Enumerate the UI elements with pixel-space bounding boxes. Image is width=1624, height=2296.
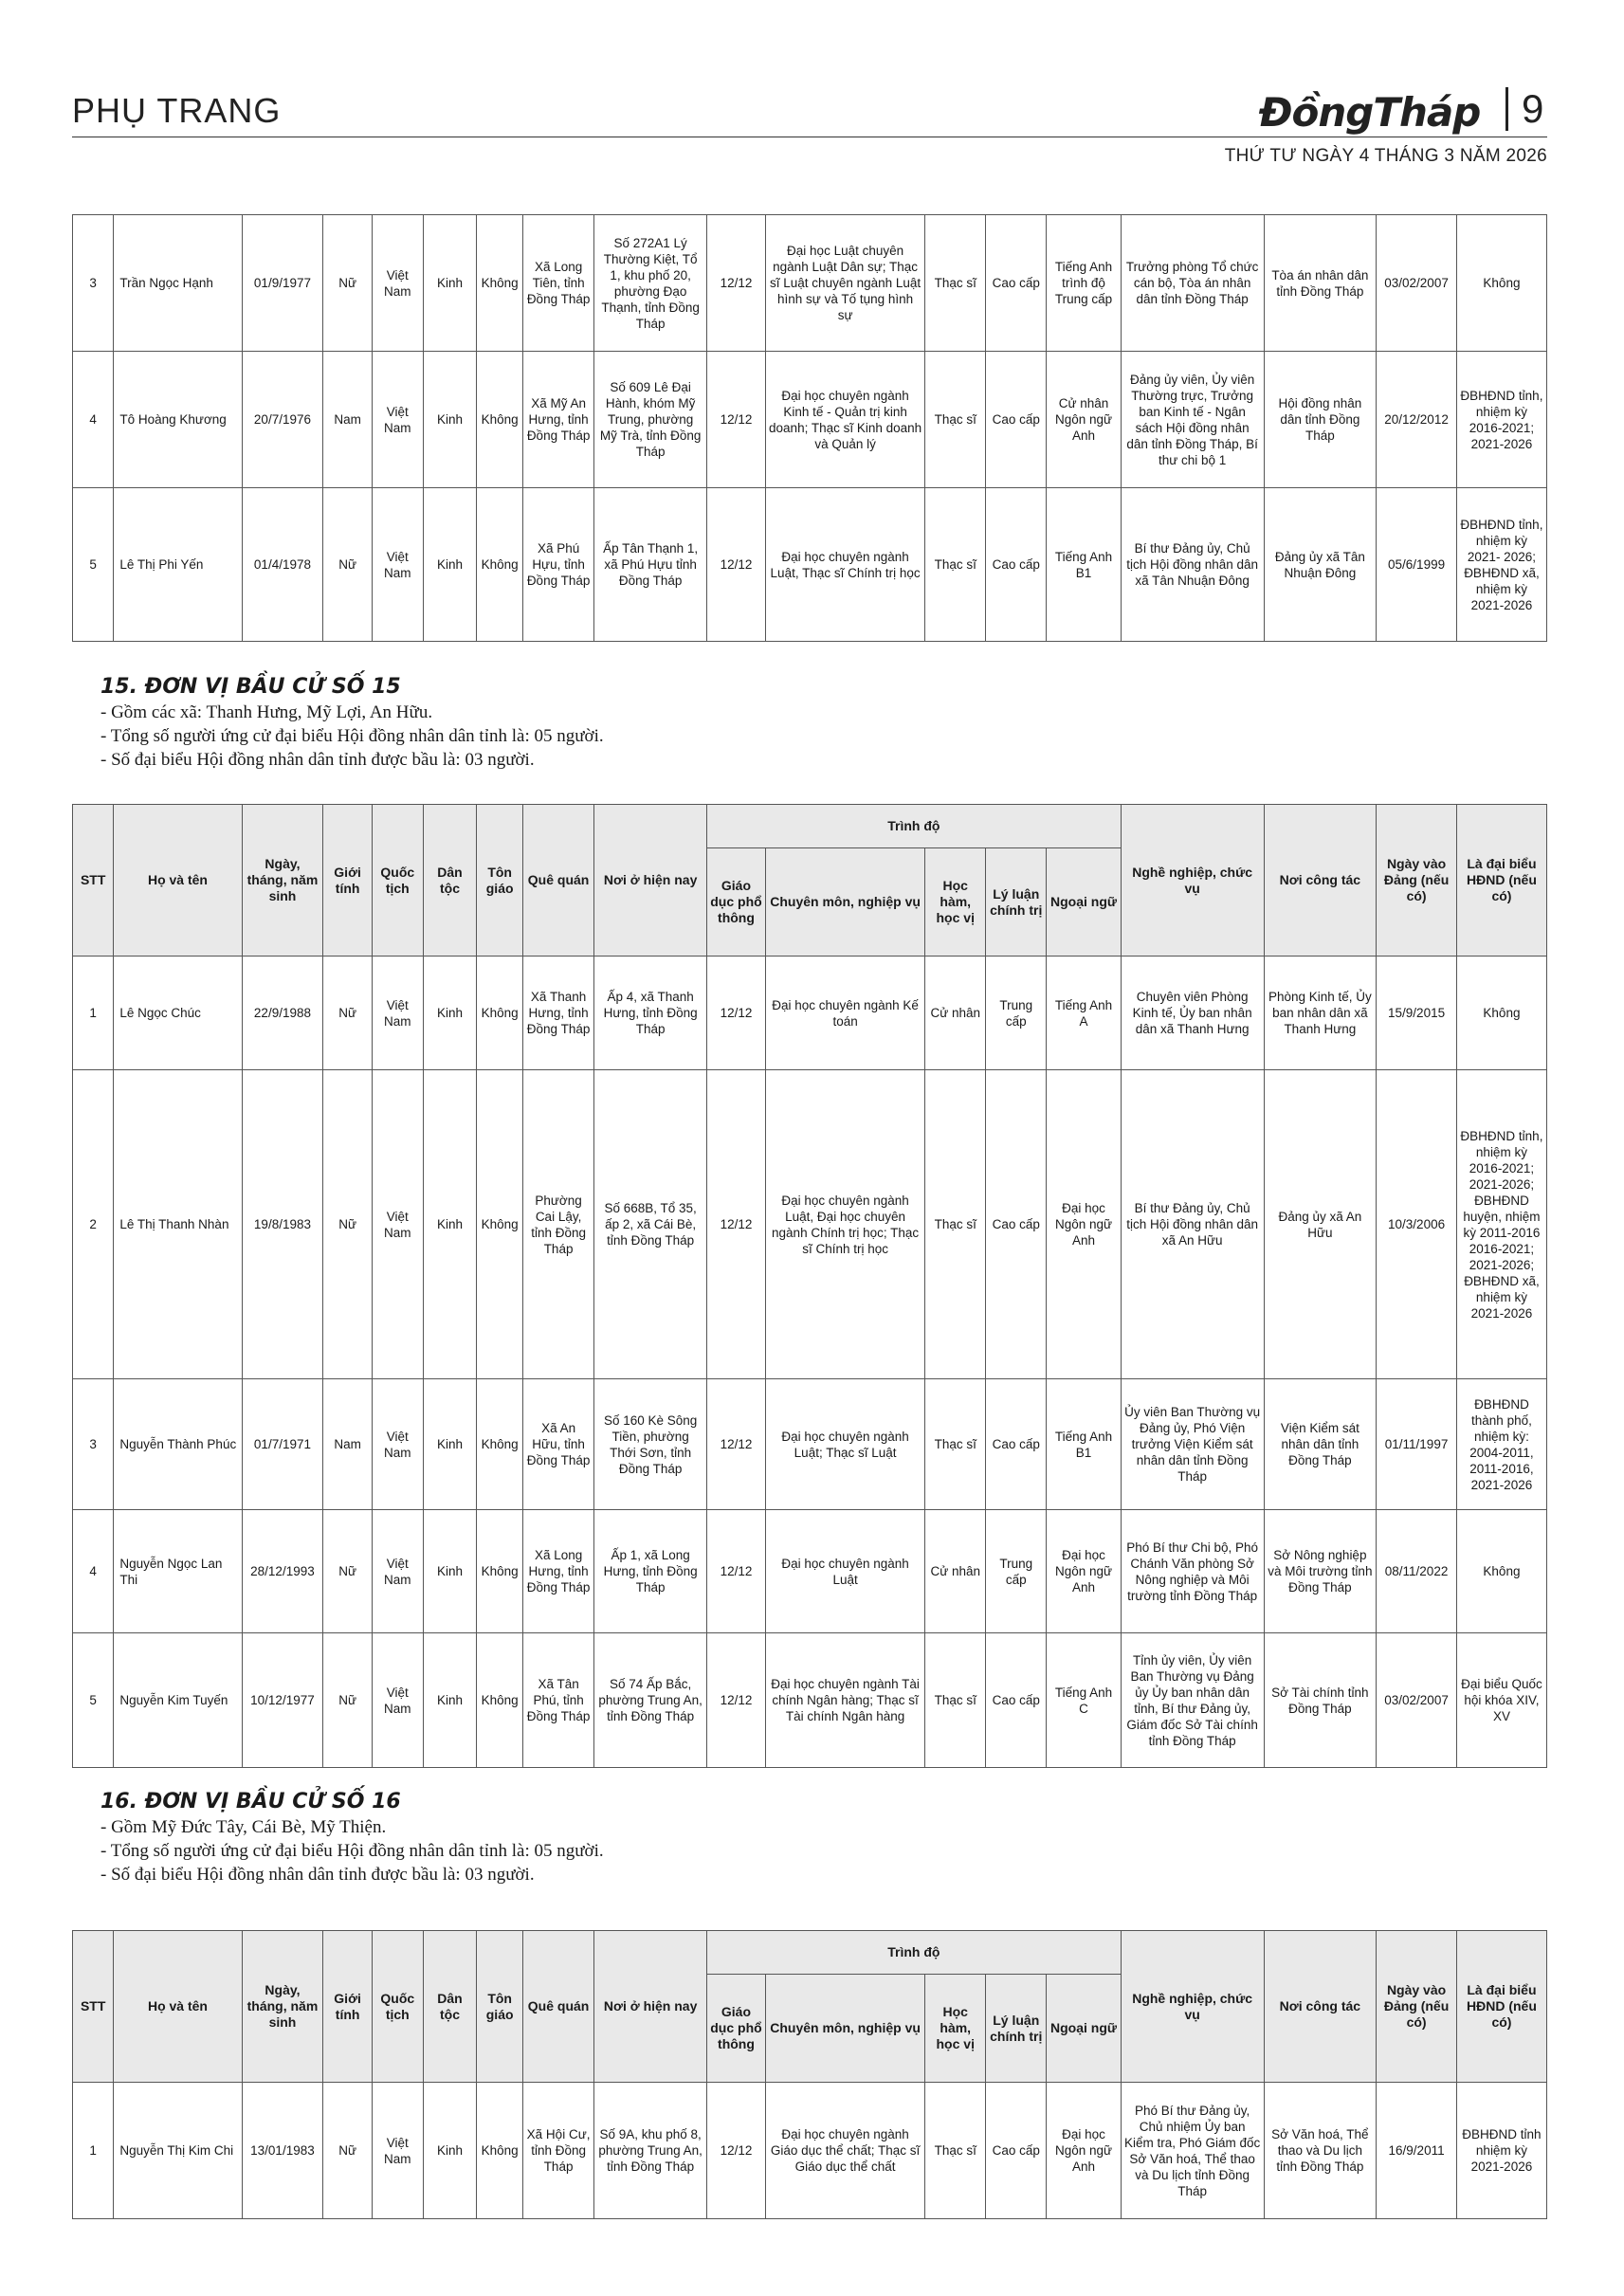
table-row [73,1633,1547,1768]
cell-gender: Nam [323,352,373,488]
t16-header-workplace: Nơi công tác [1264,1931,1377,2083]
cell-gender: Nữ [323,2083,373,2219]
cell-major: Đại học chuyên ngành Luật [765,1510,924,1633]
t15-header-name: Họ và tên [114,805,242,957]
cell-general-edu: 12/12 [707,352,766,488]
cell-name: Nguyễn Thành Phúc [114,1379,242,1510]
t16-header-dob: Ngày, tháng, năm sinh [242,1931,323,2083]
cell-name: Lê Ngọc Chúc [114,957,242,1070]
cell-workplace: Viện Kiểm sát nhân dân tỉnh Đồng Tháp [1264,1379,1377,1510]
section-16-line: - Gồm Mỹ Đức Tây, Cái Bè, Mỹ Thiện. [100,1817,387,1837]
t15-header-ethnicity: Dân tộc [423,805,477,957]
cell-ethnicity: Kinh [423,488,477,642]
candidates-table-continued [72,214,1547,642]
cell-degree: Thạc sĩ [925,1379,986,1510]
cell-stt: 2 [73,1070,114,1379]
cell-general-edu: 12/12 [707,2083,766,2219]
t15-header-party-date: Ngày vào Đảng (nếu có) [1377,805,1457,957]
cell-delegate: ĐBHĐND tỉnh, nhiệm kỳ 2016-2021; 2021-2026; ĐBHĐND huyện, nhiệm kỳ 2011-2016 2016-2021; 2021-2026; ĐBHĐND xã, nhiệm kỳ 2021-2026 [1456,1070,1546,1379]
t15-header-stt: STT [73,805,114,957]
cell-residence: Ấp Tân Thạnh 1, xã Phú Hựu tỉnh Đồng Tháp [594,488,707,642]
t16-header-occupation: Nghề nghiệp, chức vụ [1121,1931,1264,2083]
t15-header-religion: Tôn giáo [477,805,523,957]
cell-nationality: Việt Nam [372,1510,423,1633]
cell-major: Đại học chuyên ngành Luật; Thạc sĩ Luật [765,1379,924,1510]
cell-occupation: Chuyên viên Phòng Kinh tế, Ủy ban nhân dân xã Thanh Hưng [1121,957,1264,1070]
t16-header-language: Ngoại ngữ [1047,1975,1122,2083]
cell-residence: Số 74 Ấp Bắc, phường Trung An, tỉnh Đồng Tháp [594,1633,707,1768]
cell-occupation: Ủy viên Ban Thường vụ Đảng ủy, Phó Viện trưởng Viện Kiểm sát nhân dân tỉnh Đồng Tháp [1121,1379,1264,1510]
cell-name: Lê Thị Phi Yến [114,488,242,642]
cell-hometown: Xã Thanh Hưng, tỉnh Đồng Tháp [522,957,593,1070]
table-row [73,1379,1547,1510]
cell-delegate: ĐBHĐND tỉnh, nhiệm kỳ 2021- 2026; ĐBHĐND xã, nhiệm kỳ 2021-2026 [1456,488,1546,642]
t15-header-gender: Giới tính [323,805,373,957]
issue-date: THỨ TƯ NGÀY 4 THÁNG 3 NĂM 2026 [1224,146,1547,166]
cell-political: Trung cấp [986,1510,1047,1633]
cell-occupation: Phó Bí thư Chi bộ, Phó Chánh Văn phòng Sở Nông nghiệp và Môi trường tỉnh Đồng Tháp [1121,1510,1264,1633]
cell-delegate: Không [1456,1510,1546,1633]
cell-general-edu: 12/12 [707,1070,766,1379]
cell-workplace: Hội đồng nhân dân tỉnh Đồng Tháp [1264,352,1377,488]
cell-religion: Không [477,352,523,488]
section-title: PHỤ TRANG [72,91,282,130]
t15-header-residence: Nơi ở hiện nay [594,805,707,957]
cell-party-date: 15/9/2015 [1377,957,1457,1070]
cell-gender: Nữ [323,1510,373,1633]
t16-header-political: Lý luận chính trị [986,1975,1047,2083]
t16-header-name: Họ và tên [114,1931,242,2083]
cell-delegate: ĐBHĐND thành phố, nhiệm kỳ: 2004-2011, 2011-2016, 2021-2026 [1456,1379,1546,1510]
page-header [72,83,1551,171]
cell-gender: Nữ [323,957,373,1070]
cell-occupation: Bí thư Đảng ủy, Chủ tịch Hội đồng nhân dân xã Tân Nhuận Đông [1121,488,1264,642]
cell-political: Trung cấp [986,957,1047,1070]
t16-header-residence: Nơi ở hiện nay [594,1931,707,2083]
cell-gender: Nữ [323,215,373,352]
cell-degree: Thạc sĩ [925,1633,986,1768]
cell-dob: 20/7/1976 [242,352,323,488]
cell-occupation: Đảng ủy viên, Ủy viên Thường trực, Trưởng ban Kinh tế - Ngân sách Hội đồng nhân dân tỉnh Đồng Tháp, Bí thư chi bộ 1 [1121,352,1264,488]
section-16-title: 16. ĐƠN VỊ BẦU CỬ SỐ 16 [100,1790,401,1813]
table-row [73,957,1547,1070]
t15-header-nationality: Quốc tịch [372,805,423,957]
section-16-line: - Tổng số người ứng cử đại biểu Hội đồng nhân dân tỉnh là: 05 người. [100,1841,604,1861]
table-row [73,1510,1547,1633]
cell-hometown: Xã Phú Hựu, tỉnh Đồng Tháp [522,488,593,642]
cell-religion: Không [477,488,523,642]
cell-gender: Nữ [323,1070,373,1379]
t16-header-major: Chuyên môn, nghiệp vụ [765,1975,924,2083]
cell-workplace: Sở Văn hoá, Thể thao và Du lịch tỉnh Đồng Tháp [1264,2083,1377,2219]
cell-political: Cao cấp [986,1070,1047,1379]
cell-dob: 01/4/1978 [242,488,323,642]
t15-header-degree: Học hàm, học vị [925,848,986,957]
cell-political: Cao cấp [986,1633,1047,1768]
cell-stt: 4 [73,352,114,488]
cell-residence: Số 609 Lê Đại Hành, khóm Mỹ Trung, phường Mỹ Trà, tỉnh Đồng Tháp [594,352,707,488]
cell-ethnicity: Kinh [423,352,477,488]
cell-party-date: 03/02/2007 [1377,215,1457,352]
cell-residence: Số 272A1 Lý Thường Kiệt, Tổ 1, khu phố 20, phường Đạo Thạnh, tỉnh Đồng Tháp [594,215,707,352]
cell-nationality: Việt Nam [372,215,423,352]
cell-party-date: 16/9/2011 [1377,2083,1457,2219]
cell-occupation: Tỉnh ủy viên, Ủy viên Ban Thường vụ Đảng ủy Ủy ban nhân dân tỉnh, Bí thư Đảng ủy, Giám đốc Sở Tài chính tỉnh Đồng Tháp [1121,1633,1264,1768]
cell-workplace: Đảng ủy xã Tân Nhuận Đông [1264,488,1377,642]
t15-header-language: Ngoại ngữ [1047,848,1122,957]
candidates-table-15 [72,804,1547,1768]
candidates-table-16 [72,1930,1547,2219]
cell-dob: 10/12/1977 [242,1633,323,1768]
section-15-title: 15. ĐƠN VỊ BẦU CỬ SỐ 15 [100,675,401,699]
cell-ethnicity: Kinh [423,1510,477,1633]
t16-header-gender: Giới tính [323,1931,373,2083]
cell-language: Đại học Ngôn ngữ Anh [1047,1070,1122,1379]
cell-nationality: Việt Nam [372,1633,423,1768]
cell-degree: Thạc sĩ [925,1070,986,1379]
cell-workplace: Phòng Kinh tế, Ủy ban nhân dân xã Thanh Hưng [1264,957,1377,1070]
section-15-line: - Gồm các xã: Thanh Hưng, Mỹ Lợi, An Hữu. [100,702,433,722]
cell-degree: Thạc sĩ [925,488,986,642]
cell-language: Đại học Ngôn ngữ Anh [1047,2083,1122,2219]
t15-header-delegate: Là đại biểu HĐND (nếu có) [1456,805,1546,957]
cell-workplace: Tòa án nhân dân tỉnh Đồng Tháp [1264,215,1377,352]
cell-ethnicity: Kinh [423,1070,477,1379]
cell-party-date: 10/3/2006 [1377,1070,1457,1379]
cell-political: Cao cấp [986,352,1047,488]
cell-nationality: Việt Nam [372,2083,423,2219]
t16-header-hometown: Quê quán [522,1931,593,2083]
cell-party-date: 03/02/2007 [1377,1633,1457,1768]
cell-name: Trần Ngọc Hạnh [114,215,242,352]
cell-delegate: Không [1456,957,1546,1070]
cell-language: Tiếng Anh B1 [1047,1379,1122,1510]
cell-major: Đại học chuyên ngành Luật, Thạc sĩ Chính trị học [765,488,924,642]
cell-degree: Thạc sĩ [925,352,986,488]
section-15-line: - Tổng số người ứng cử đại biểu Hội đồng nhân dân tỉnh là: 05 người. [100,726,604,746]
cell-major: Đại học chuyên ngành Giáo dục thể chất; Thạc sĩ Giáo dục thể chất [765,2083,924,2219]
cell-gender: Nam [323,1379,373,1510]
cell-occupation: Phó Bí thư Đảng ủy, Chủ nhiệm Ủy ban Kiểm tra, Phó Giám đốc Sở Văn hoá, Thể thao và Du lịch tỉnh Đồng Tháp [1121,2083,1264,2219]
cell-degree: Cử nhân [925,957,986,1070]
cell-religion: Không [477,1070,523,1379]
cell-language: Tiếng Anh trình độ Trung cấp [1047,215,1121,352]
cell-hometown: Xã An Hữu, tỉnh Đồng Tháp [522,1379,593,1510]
brand-logo: ĐồngTháp [1259,89,1481,136]
cell-dob: 01/9/1977 [242,215,323,352]
cell-general-edu: 12/12 [707,957,766,1070]
t15-header-occupation: Nghề nghiệp, chức vụ [1121,805,1264,957]
cell-stt: 5 [73,488,114,642]
cell-language: Tiếng Anh B1 [1047,488,1121,642]
page-number: 9 [1505,87,1543,131]
table-row [73,2083,1547,2219]
cell-nationality: Việt Nam [372,352,423,488]
cell-dob: 01/7/1971 [242,1379,323,1510]
cell-major: Đại học chuyên ngành Tài chính Ngân hàng; Thạc sĩ Tài chính Ngân hàng [765,1633,924,1768]
cell-degree: Thạc sĩ [925,2083,986,2219]
table-row [73,215,1547,352]
section-15 [100,675,954,772]
cell-religion: Không [477,957,523,1070]
cell-delegate: ĐBHĐND tỉnh, nhiệm kỳ 2016-2021; 2021-2026 [1456,352,1546,488]
t16-header-general-edu: Giáo dục phổ thông [707,1975,766,2083]
cell-name: Nguyễn Ngọc Lan Thi [114,1510,242,1633]
t15-header-workplace: Nơi công tác [1264,805,1377,957]
cell-ethnicity: Kinh [423,1633,477,1768]
cell-workplace: Sở Tài chính tỉnh Đồng Tháp [1264,1633,1377,1768]
table-row [73,1070,1547,1379]
cell-religion: Không [477,1633,523,1768]
cell-hometown: Xã Tân Phú, tỉnh Đồng Tháp [522,1633,593,1768]
cell-stt: 5 [73,1633,114,1768]
cell-party-date: 05/6/1999 [1377,488,1457,642]
table-row [73,488,1547,642]
cell-workplace: Sở Nông nghiệp và Môi trường tỉnh Đồng Tháp [1264,1510,1377,1633]
section-16-line: - Số đại biểu Hội đồng nhân dân tỉnh được bầu là: 03 người. [100,1865,535,1885]
section-16 [100,1790,954,1886]
cell-residence: Ấp 1, xã Long Hưng, tỉnh Đồng Tháp [594,1510,707,1633]
cell-major: Đại học chuyên ngành Kế toán [765,957,924,1070]
cell-stt: 1 [73,2083,114,2219]
t15-header-major: Chuyên môn, nghiệp vụ [765,848,924,957]
cell-nationality: Việt Nam [372,488,423,642]
cell-general-edu: 12/12 [707,1379,766,1510]
cell-stt: 3 [73,215,114,352]
cell-stt: 1 [73,957,114,1070]
cell-language: Tiếng Anh A [1047,957,1122,1070]
table-row [73,352,1547,488]
cell-delegate: ĐBHĐND tỉnh nhiệm kỳ 2021-2026 [1456,2083,1546,2219]
cell-gender: Nữ [323,1633,373,1768]
t16-header-education: Trình độ [707,1931,1122,1975]
cell-major: Đại học Luật chuyên ngành Luật Dân sự; Thạc sĩ Luật chuyên ngành Luật hình sự và Tố tụng hình sự [765,215,924,352]
t16-header-degree: Học hàm, học vị [925,1975,986,2083]
cell-degree: Cử nhân [925,1510,986,1633]
cell-degree: Thạc sĩ [925,215,986,352]
cell-residence: Số 160 Kè Sông Tiền, phường Thới Sơn, tỉnh Đồng Tháp [594,1379,707,1510]
t15-header-general-edu: Giáo dục phổ thông [707,848,766,957]
cell-ethnicity: Kinh [423,957,477,1070]
cell-delegate: Đại biểu Quốc hội khóa XIV, XV [1456,1633,1546,1768]
cell-dob: 28/12/1993 [242,1510,323,1633]
cell-religion: Không [477,2083,523,2219]
cell-ethnicity: Kinh [423,215,477,352]
cell-political: Cao cấp [986,488,1047,642]
t15-header-dob: Ngày, tháng, năm sinh [242,805,323,957]
cell-political: Cao cấp [986,2083,1047,2219]
cell-occupation: Trưởng phòng Tổ chức cán bộ, Tòa án nhân dân tỉnh Đồng Tháp [1121,215,1264,352]
cell-dob: 19/8/1983 [242,1070,323,1379]
cell-hometown: Xã Hội Cư, tỉnh Đồng Tháp [522,2083,593,2219]
t15-header-education: Trình độ [707,805,1122,848]
t16-header-religion: Tôn giáo [477,1931,523,2083]
cell-language: Tiếng Anh C [1047,1633,1122,1768]
cell-nationality: Việt Nam [372,1379,423,1510]
cell-ethnicity: Kinh [423,1379,477,1510]
cell-hometown: Phường Cai Lậy, tỉnh Đồng Tháp [522,1070,593,1379]
cell-major: Đại học chuyên ngành Kinh tế - Quản trị kinh doanh; Thạc sĩ Kinh doanh và Quản lý [765,352,924,488]
cell-hometown: Xã Long Hưng, tỉnh Đồng Tháp [522,1510,593,1633]
cell-general-edu: 12/12 [707,488,766,642]
cell-residence: Số 9A, khu phố 8, phường Trung An, tỉnh Đồng Tháp [594,2083,707,2219]
t16-header-ethnicity: Dân tộc [423,1931,477,2083]
cell-general-edu: 12/12 [707,1510,766,1633]
cell-name: Nguyễn Thị Kim Chi [114,2083,242,2219]
t16-header-party-date: Ngày vào Đảng (nếu có) [1377,1931,1457,2083]
cell-hometown: Xã Mỹ An Hưng, tỉnh Đồng Tháp [522,352,593,488]
cell-dob: 22/9/1988 [242,957,323,1070]
cell-stt: 4 [73,1510,114,1633]
cell-nationality: Việt Nam [372,957,423,1070]
t15-header-political: Lý luận chính trị [986,848,1047,957]
cell-language: Cử nhân Ngôn ngữ Anh [1047,352,1121,488]
cell-residence: Ấp 4, xã Thanh Hưng, tỉnh Đồng Tháp [594,957,707,1070]
cell-occupation: Bí thư Đảng ủy, Chủ tịch Hội đồng nhân dân xã An Hữu [1121,1070,1264,1379]
cell-political: Cao cấp [986,215,1047,352]
cell-name: Nguyễn Kim Tuyến [114,1633,242,1768]
cell-general-edu: 12/12 [707,1633,766,1768]
cell-nationality: Việt Nam [372,1070,423,1379]
cell-major: Đại học chuyên ngành Luật, Đại học chuyên ngành Chính trị học; Thạc sĩ Chính trị học [765,1070,924,1379]
t15-header-hometown: Quê quán [522,805,593,957]
section-15-line: - Số đại biểu Hội đồng nhân dân tỉnh được bầu là: 03 người. [100,750,535,770]
cell-dob: 13/01/1983 [242,2083,323,2219]
t16-header-nationality: Quốc tịch [372,1931,423,2083]
cell-political: Cao cấp [986,1379,1047,1510]
cell-gender: Nữ [323,488,373,642]
cell-name: Lê Thị Thanh Nhàn [114,1070,242,1379]
cell-party-date: 20/12/2012 [1377,352,1457,488]
t16-header-delegate: Là đại biểu HĐND (nếu có) [1456,1931,1546,2083]
cell-party-date: 01/11/1997 [1377,1379,1457,1510]
cell-name: Tô Hoàng Khương [114,352,242,488]
cell-general-edu: 12/12 [707,215,766,352]
cell-religion: Không [477,1510,523,1633]
cell-residence: Số 668B, Tổ 35, ấp 2, xã Cái Bè, tỉnh Đồng Tháp [594,1070,707,1379]
cell-stt: 3 [73,1379,114,1510]
cell-hometown: Xã Long Tiên, tỉnh Đồng Tháp [522,215,593,352]
cell-religion: Không [477,1379,523,1510]
cell-ethnicity: Kinh [423,2083,477,2219]
cell-workplace: Đảng ủy xã An Hữu [1264,1070,1377,1379]
cell-language: Đại học Ngôn ngữ Anh [1047,1510,1122,1633]
t16-header-stt: STT [73,1931,114,2083]
cell-religion: Không [477,215,523,352]
cell-party-date: 08/11/2022 [1377,1510,1457,1633]
cell-delegate: Không [1456,215,1546,352]
